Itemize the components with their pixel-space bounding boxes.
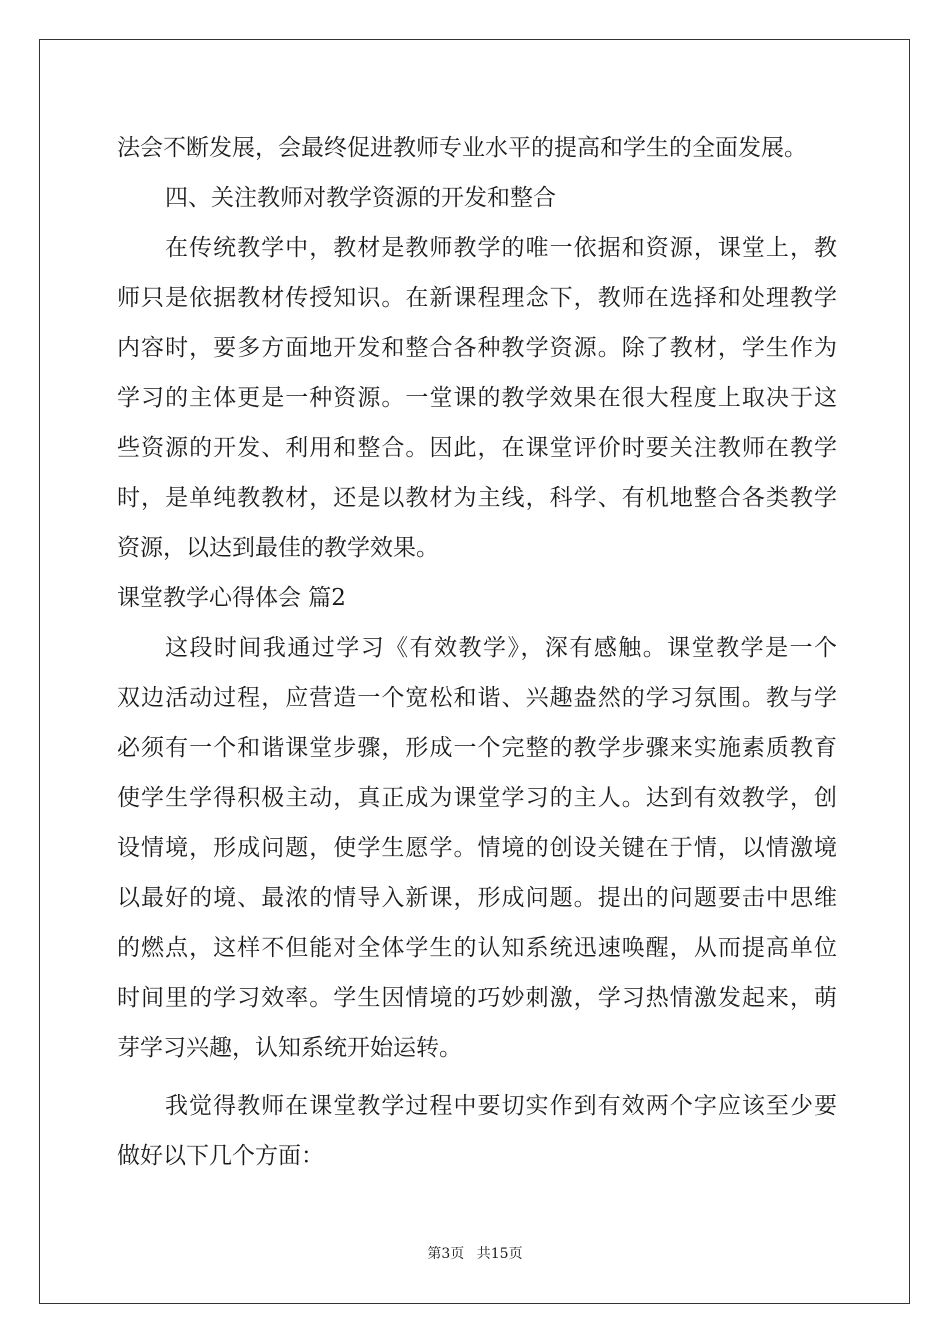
page-footer — [0, 1243, 950, 1263]
text-line: 必须有一个和谐课堂步骤，形成一个完整的教学步骤来实施素质教育 — [117, 735, 837, 761]
text-line: 学习的主体更是一种资源。一堂课的教学效果在很大程度上取决于这 — [117, 385, 837, 411]
text-line: 些资源的开发、利用和整合。因此，在课堂评价时要关注教师在教学 — [117, 435, 837, 461]
section-heading: 课堂教学心得体会 篇2 — [117, 585, 346, 611]
text-line: 做好以下几个方面： — [117, 1143, 324, 1169]
text-line: 法会不断发展，会最终促进教师专业水平的提高和学生的全面发展。 — [117, 135, 807, 161]
text-line: 设情境，形成问题，使学生愿学。情境的创设关键在于情，以情激境 — [117, 835, 837, 861]
text-line: 以最好的境、最浓的情导入新课，形成问题。提出的问题要击中思维 — [117, 885, 837, 911]
page-total: 共15页 — [476, 1246, 523, 1262]
text-line: 双边活动过程，应营造一个宽松和谐、兴趣盎然的学习氛围。教与学 — [117, 685, 837, 711]
text-line: 在传统教学中，教材是教师教学的唯一依据和资源，课堂上，教 — [165, 235, 837, 261]
text-line: 的燃点，这样不但能对全体学生的认知系统迅速唤醒，从而提高单位 — [117, 935, 837, 961]
text-line: 使学生学得积极主动，真正成为课堂学习的主人。达到有效教学，创 — [117, 785, 837, 811]
text-line: 内容时，要多方面地开发和整合各种教学资源。除了教材，学生作为 — [117, 335, 837, 361]
text-line: 师只是依据教材传授知识。在新课程理念下，教师在选择和处理教学 — [117, 285, 837, 311]
section-heading: 四、关注教师对教学资源的开发和整合 — [165, 185, 556, 211]
paragraph-gap — [117, 1073, 837, 1081]
text-line: 资源，以达到最佳的教学效果。 — [117, 535, 439, 561]
text-line: 芽学习兴趣，认知系统开始运转。 — [117, 1035, 462, 1061]
text-line: 我觉得教师在课堂教学过程中要切实作到有效两个字应该至少要 — [165, 1093, 837, 1119]
text-line: 时，是单纯教教材，还是以教材为主线，科学、有机地整合各类教学 — [117, 485, 837, 511]
page-number: 第3页 — [427, 1246, 465, 1262]
text-line: 这段时间我通过学习《有效教学》，深有感触。课堂教学是一个 — [165, 635, 837, 661]
document-body — [117, 123, 837, 1181]
text-line: 时间里的学习效率。学生因情境的巧妙刺激，学习热情激发起来，萌 — [117, 985, 837, 1011]
